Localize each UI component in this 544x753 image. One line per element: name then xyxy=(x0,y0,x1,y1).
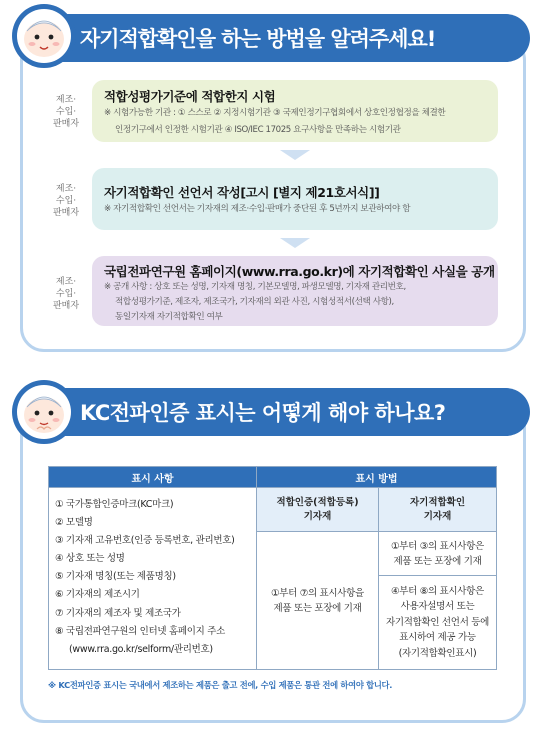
baby-mascot-icon xyxy=(12,380,76,444)
list-item: (www.rra.go.kr/selform/관리번호) xyxy=(69,643,213,655)
section-banner xyxy=(44,14,530,62)
list-item: ⑤ 기자재 명칭(또는 제품명칭) xyxy=(55,571,176,583)
actor-label: 제조· 수입· 판매자 xyxy=(52,277,80,311)
section-banner xyxy=(44,388,530,436)
step-testing xyxy=(92,80,498,142)
subheader-certified: 적합인증(적합등록) 기자재 xyxy=(257,488,379,532)
list-item: ⑥ 기자재의 제조시기 xyxy=(55,589,140,601)
actor-label: 제조· 수입· 판매자 xyxy=(52,184,80,218)
step-note: 적합성평가기준, 제조자, 제조국가, 기자재의 외관 사진, 시험성적서(선택 사항), xyxy=(115,297,394,307)
section-title: 자기적합확인을 하는 방법을 알려주세요! xyxy=(80,27,436,51)
step-declaration xyxy=(92,168,498,230)
marking-items-cell xyxy=(49,488,257,670)
subheader-self-conformity: 자기적합확인 기자재 xyxy=(379,488,497,532)
list-item: ⑧ 국립전파연구원의 인터넷 홈페이지 주소 xyxy=(55,625,226,637)
chevron-down-icon xyxy=(280,238,310,248)
list-item: ⑦ 기자재의 제조자 및 제조국가 xyxy=(55,607,181,619)
actor-label: 제조· 수입· 판매자 xyxy=(52,95,80,129)
table-header-methods: 표시 방법 xyxy=(257,467,497,488)
list-item: ① 국가통합인증마크(KC마크) xyxy=(55,499,174,510)
step-title: 국립전파연구원 홈페이지(www.rra.go.kr)에 자기적합확인 사실을 공개 xyxy=(104,264,495,279)
method-self-manual-cell: ④부터 ⑧의 표시사항은 사용자설명서 또는 자기적합확인 선언서 등에 표시하여 제공 가능 (자기적합확인표시) xyxy=(379,576,497,670)
method-self-product-cell: ①부터 ③의 표시사항은 제품 또는 포장에 기재 xyxy=(379,532,497,576)
method-certified-cell: ①부터 ⑦의 표시사항을 제품 또는 포장에 기재 xyxy=(257,532,379,670)
footnote: ※ KC전파인증 표시는 국내에서 제조하는 제품은 출고 전에, 수입 제품은 통관 전에 하여야 합니다. xyxy=(48,680,393,690)
step-disclosure xyxy=(92,256,498,326)
list-item: ④ 상호 또는 성명 xyxy=(55,553,125,565)
step-note: ※ 자기적합확인 선언서는 기자재의 제조·수입·판매가 중단된 후 5년까지 보관하여야 함 xyxy=(104,204,411,214)
step-title: 적합성평가기준에 적합한지 시험 xyxy=(104,89,276,104)
table-header-items: 표시 사항 xyxy=(49,467,257,488)
step-note: ※ 공개 사항 : 상호 또는 성명, 기자재 명칭, 기본모델명, 파생모델명, 기자재 관리번호, xyxy=(104,282,406,292)
step-note: ※ 시험가능한 기관 : ① 스스로 ② 지정시험기관 ③ 국제인정기구협회에서 상호인정협정을 체결한 xyxy=(104,108,446,118)
step-note: 인정기구에서 인정한 시험기관 ④ ISO/IEC 17025 요구사항을 만족하는 시험기관 xyxy=(115,125,401,135)
baby-mascot-icon xyxy=(12,4,76,68)
kc-marking-table xyxy=(48,466,497,670)
section-title: KC전파인증 표시는 어떻게 해야 하나요? xyxy=(80,401,446,425)
step-note: 동일기자재 자기적합확인 여부 xyxy=(115,312,223,322)
chevron-down-icon xyxy=(280,150,310,160)
list-item: ② 모델명 xyxy=(55,517,93,529)
step-title: 자기적합확인 선언서 작성[고시 [별지 제21호서식]] xyxy=(104,185,380,200)
list-item: ③ 기자재 고유번호(인증 등록번호, 관리번호) xyxy=(55,535,235,547)
